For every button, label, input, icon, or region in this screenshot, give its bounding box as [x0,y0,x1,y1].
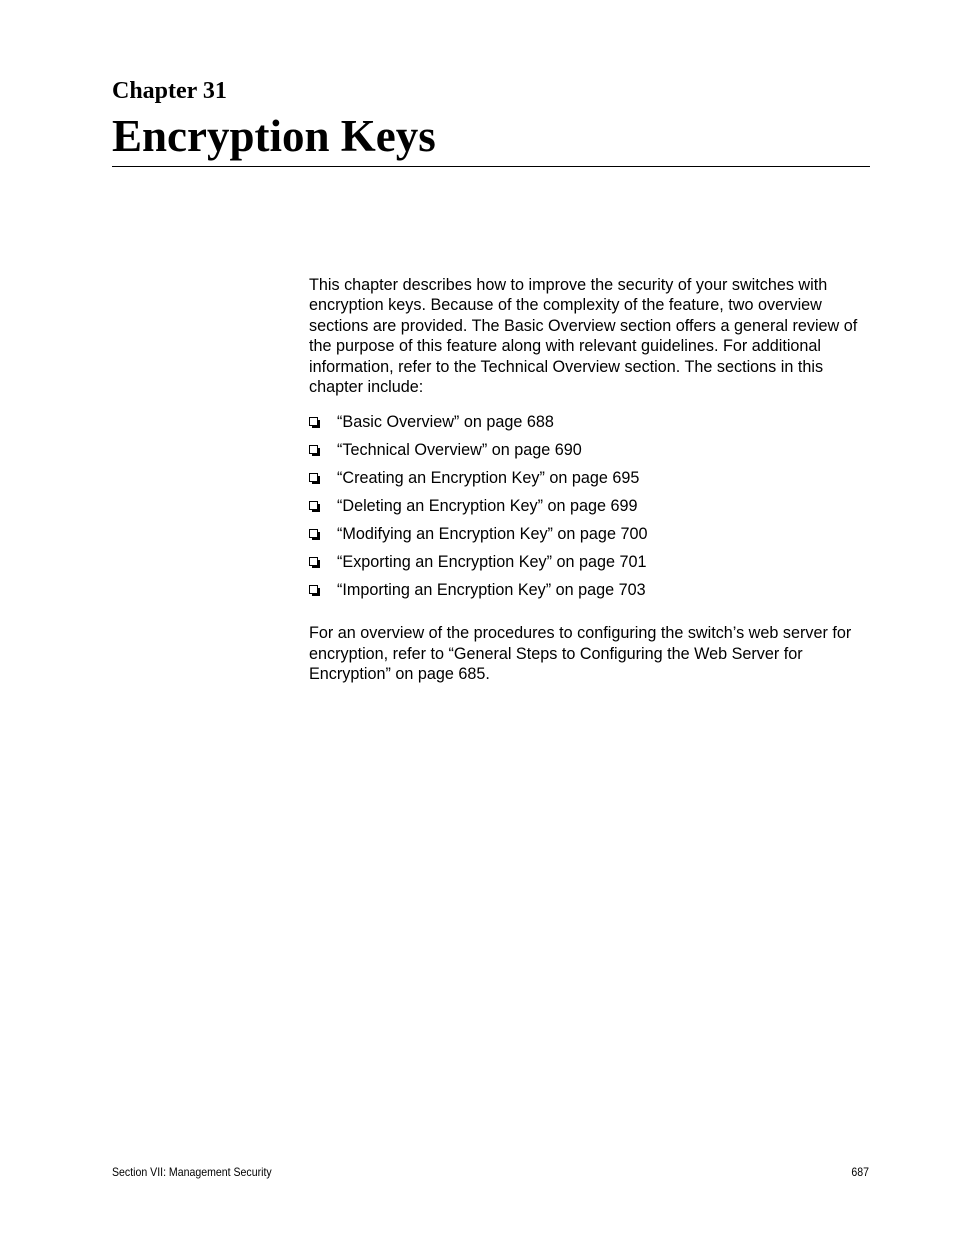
section-link[interactable]: “Technical Overview” on page 690 [337,441,582,460]
checkbox-bullet-icon [309,585,318,594]
section-list-item[interactable] [309,524,874,552]
checkbox-bullet-icon [309,445,318,454]
section-list [309,412,874,608]
section-link[interactable]: “Creating an Encryption Key” on page 695 [337,469,640,488]
chapter-content [309,275,874,685]
footer-section-title: Section VII: Management Security [112,1165,272,1179]
section-list-item[interactable] [309,496,874,524]
checkbox-bullet-icon [309,417,318,426]
intro-paragraph: This chapter describes how to improve the security of your switches with encryption keys. Because of the complexity of the feature, two overview sections are provided. The Basic Overview section offers a general review of the purpose of this feature along with relevant guidelines. For additional information, refer to the Technical Overview section. The sections in this chapter include: [309,276,858,397]
section-list-item[interactable] [309,468,874,496]
closing-paragraph: For an overview of the procedures to configuring the switch’s web server for encryption, refer to “General Steps to Configuring the Web Server for Encryption” on page 685. [309,624,852,684]
chapter-title: Encryption Keys [112,111,436,161]
section-list-item[interactable] [309,580,874,608]
section-link[interactable]: “Importing an Encryption Key” on page 703 [337,581,646,600]
checkbox-bullet-icon [309,473,318,482]
checkbox-bullet-icon [309,529,318,538]
title-rule [112,166,870,167]
checkbox-bullet-icon [309,501,318,510]
footer-page-number: 687 [851,1165,869,1179]
section-list-item[interactable] [309,412,874,440]
section-list-item[interactable] [309,552,874,580]
section-link[interactable]: “Deleting an Encryption Key” on page 699 [337,497,638,516]
section-link[interactable]: “Modifying an Encryption Key” on page 700 [337,525,648,544]
section-link[interactable]: “Basic Overview” on page 688 [337,413,554,432]
checkbox-bullet-icon [309,557,318,566]
section-list-item[interactable] [309,440,874,468]
section-link[interactable]: “Exporting an Encryption Key” on page 701 [337,553,647,572]
chapter-label: Chapter 31 [112,78,227,104]
